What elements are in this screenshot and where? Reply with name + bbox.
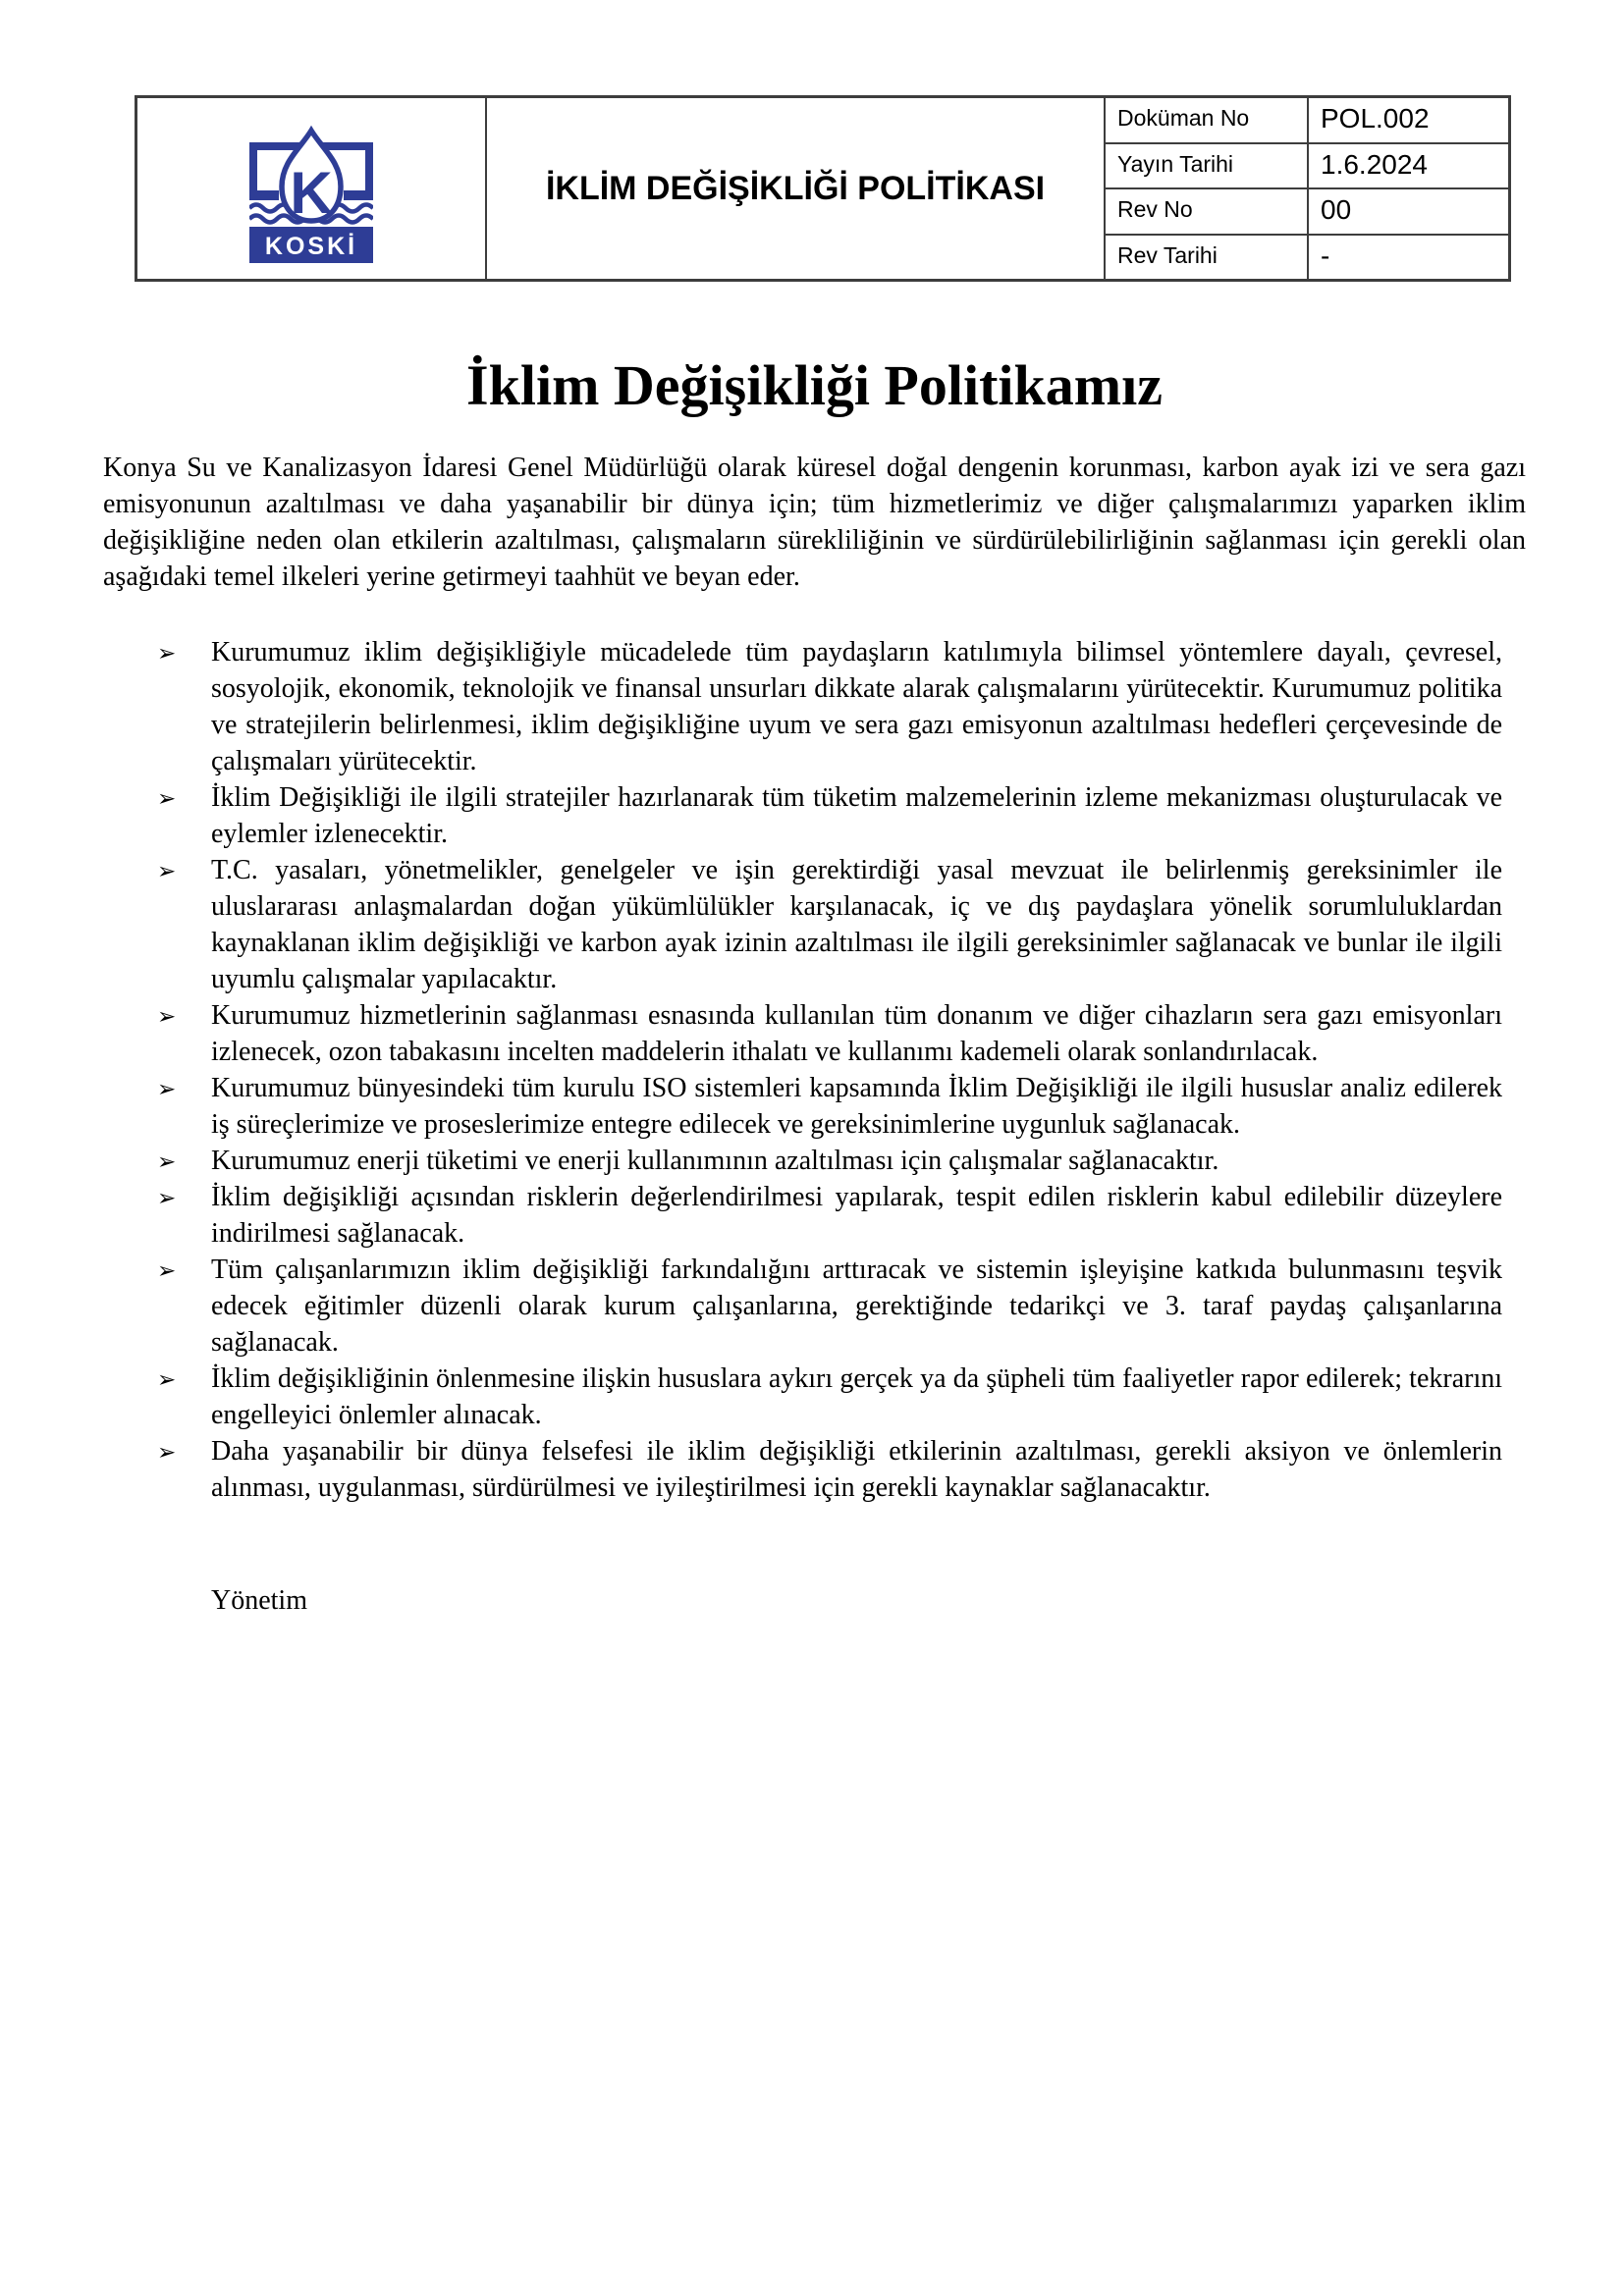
policy-bullet-list xyxy=(157,634,1502,1506)
arrow-bullet-icon: ➢ xyxy=(157,1148,177,1175)
list-item-text: Kurumumuz bünyesindeki tüm kurulu ISO sistemleri kapsamında İklim Değişikliği ile ilgili hususlar analiz edilerek iş süreçlerimize ve proseslerimize entegre edilecek ve gereksinimlerine uygunluk sağlanacak. xyxy=(211,1072,1502,1140)
meta-label: Yayın Tarihi xyxy=(1106,144,1309,188)
intro-paragraph: Konya Su ve Kanalizasyon İdaresi Genel Müdürlüğü olarak küresel doğal dengenin korunması, karbon ayak izi ve sera gazı emisyonunun azaltılması ve daha yaşanabilir bir dünya için; tüm hizmetlerimiz ve diğer çalışmalarımızı yaparken iklim değişikliğine neden olan etkilerin azaltılması, çalışmaların sürekliliğinin ve sürdürülebilirliğinin sağlanması için gerekli olan aşağıdaki temel ilkeleri yerine getirmeyi taahhüt ve beyan eder. xyxy=(103,452,1526,592)
list-item-text: Tüm çalışanlarımızın iklim değişikliği farkındalığını arttıracak ve sistemin işleyişine katkıda bulunmasını teşvik edecek eğitimler düzenli olarak kurum çalışanlarına, gerektiğinde tedarikçi ve 3. taraf paydaş çalışanlarına sağlanacak. xyxy=(211,1254,1502,1358)
page-title: İklim Değişikliği Politikamız xyxy=(466,353,1163,417)
arrow-bullet-icon: ➢ xyxy=(157,1003,177,1030)
meta-label: Doküman No xyxy=(1106,98,1309,142)
list-item xyxy=(157,1143,1502,1179)
meta-value: 00 xyxy=(1321,194,1352,225)
list-item xyxy=(157,1179,1502,1252)
list-item xyxy=(157,997,1502,1070)
list-item-text: Daha yaşanabilir bir dünya felsefesi ile iklim değişikliği etkilerinin azaltılması, gerekli aksiyon ve önlemlerin alınması, uygulanması, sürdürülmesi ve iyileştirilmesi için gerekli kaynaklar sağlanacaktır. xyxy=(211,1435,1502,1503)
arrow-bullet-icon: ➢ xyxy=(157,1439,177,1466)
list-item-text: Kurumumuz enerji tüketimi ve enerji kullanımının azaltılması için çalışmalar sağlanacaktır. xyxy=(211,1145,1219,1176)
list-item xyxy=(157,634,1502,779)
list-item xyxy=(157,1252,1502,1361)
list-item xyxy=(157,779,1502,852)
list-item-text: İklim değişikliğinin önlenmesine ilişkin hususlara aykırı gerçek ya da şüpheli tüm faaliyetler rapor edilerek; tekrarını engelleyici önlemler alınacak. xyxy=(211,1362,1502,1430)
arrow-bullet-icon: ➢ xyxy=(157,1366,177,1393)
arrow-bullet-icon: ➢ xyxy=(157,1076,177,1102)
list-item-text: İklim değişikliği açısından risklerin değerlendirilmesi yapılarak, tespit edilen risklerin kabul edilebilir düzeylere indirilmesi sağlanacak. xyxy=(211,1181,1502,1249)
meta-value: 1.6.2024 xyxy=(1321,148,1428,180)
list-item xyxy=(157,1361,1502,1433)
list-item-text: İklim Değişikliği ile ilgili stratejiler hazırlanarak tüm tüketim malzemelerinin izleme mekanizması oluşturulacak ve eylemler izlenecektir. xyxy=(211,781,1502,849)
arrow-bullet-icon: ➢ xyxy=(157,640,177,667)
logo-wordmark: KOSKİ xyxy=(264,232,358,260)
list-item xyxy=(157,1070,1502,1143)
list-item-text: Kurumumuz hizmetlerinin sağlanması esnasında kullanılan tüm donanım ve diğer cihazların sera gazı emisyonları izlenecek, ozon tabakasını incelten maddelerin ithalatı ve kullanımı kademeli olarak sonlandırılacak. xyxy=(211,999,1502,1067)
arrow-bullet-icon: ➢ xyxy=(157,785,177,812)
logo-letter: K xyxy=(290,159,333,226)
meta-value: - xyxy=(1321,240,1330,271)
signature-line: Yönetim xyxy=(211,1584,307,1616)
list-item xyxy=(157,1433,1502,1506)
meta-label: Rev No xyxy=(1106,189,1309,234)
list-item-text: Kurumumuz iklim değişikliğiyle mücadelede tüm paydaşların katılımıyla bilimsel yöntemlere dayalı, çevresel, sosyolojik, ekonomik, teknolojik ve finansal unsurları dikkate alarak çalışmalarını yürütecektir. Kurumumuz politika ve stratejilerin belirlenmesi, iklim değişikliğine uyum ve sera gazı emisyonun azaltılması hedefleri çerçevesinde de çalışmaları yürütecektir. xyxy=(211,636,1502,776)
meta-label: Rev Tarihi xyxy=(1106,236,1309,280)
header-document-title: İKLİM DEĞİŞİKLİĞİ POLİTİKASI xyxy=(487,98,1106,279)
list-item-text: T.C. yasaları, yönetmelikler, genelgeler ve işin gerektirdiği yasal mevzuat ile belirlenmiş gereksinimler ile uluslararası anlaşmalardan doğan yükümlülükler karşılanacak, iç ve dış paydaşlara yönelik sorumluluklardan kaynaklanan iklim değişikliği ve karbon ayak izinin azaltılması ile ilgili gereksinimler sağlanacak ve bunlar ile ilgili uyumlu çalışmalar yapılacaktır. xyxy=(211,854,1502,994)
list-item xyxy=(157,852,1502,997)
arrow-bullet-icon: ➢ xyxy=(157,1185,177,1211)
arrow-bullet-icon: ➢ xyxy=(157,858,177,884)
meta-value: POL.002 xyxy=(1321,103,1430,133)
arrow-bullet-icon: ➢ xyxy=(157,1257,177,1284)
